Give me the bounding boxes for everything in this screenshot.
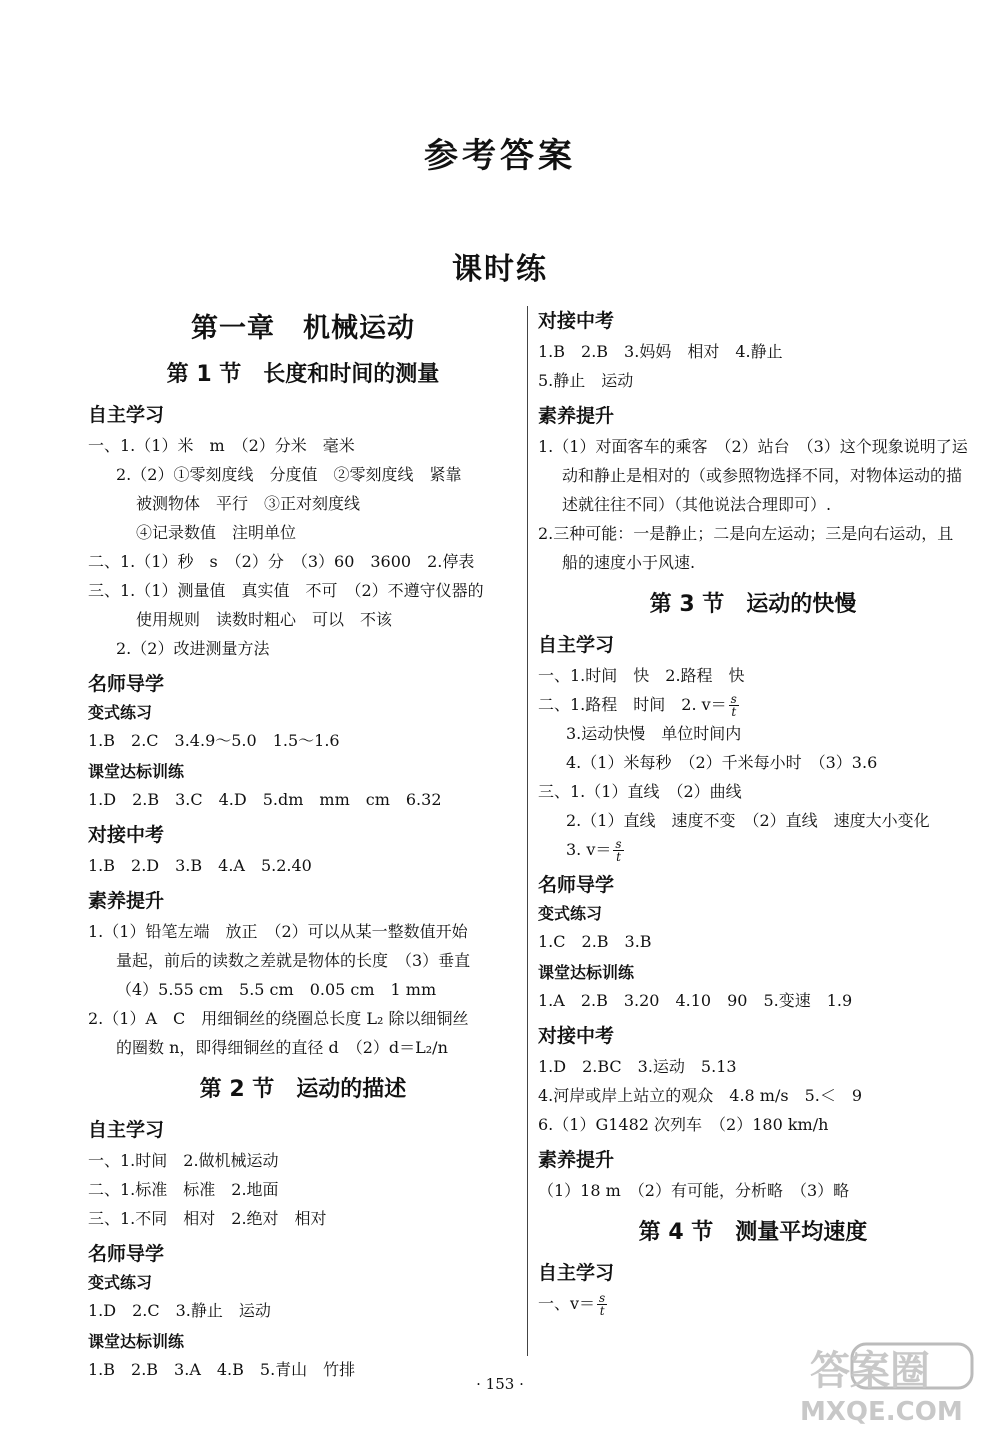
answer-line: 1.D 2.BC 3.运动 5.13 [538,1057,737,1076]
answer-line: 1.C 2.B 3.B [538,932,652,951]
watermark-logo [782,1338,992,1428]
watermark-url: MXQE.COM [800,1397,963,1427]
answer-line: 三、1.（1）测量值 真实值 不可 （2）不遵守仪器的 [88,581,484,600]
answer-line: 二、1.标准 标准 2.地面 [88,1180,279,1199]
heading-duijie-zhongkao: 对接中考 [538,310,615,332]
answer-line: 1.B 2.D 3.B 4.A 5.2.40 [88,856,312,875]
section-3-title: 第 3 节 运动的快慢 [649,592,857,617]
answer-text: 3. v＝ [566,840,612,859]
fraction-denominator: t [731,705,737,719]
answer-line: 二、1.（1）秒 s （2）分 （3）60 3600 2.停表 [88,552,475,571]
answer-line: 2.（2）改进测量方法 [116,639,270,658]
chapter-title: 第一章 机械运动 [191,313,415,344]
heading-ketang-dabiao: 课堂达标训练 [88,762,185,781]
answer-line: ④记录数值 注明单位 [136,523,297,542]
section-title: 课时练 [452,252,548,287]
answer-line: 1.D 2.B 3.C 4.D 5.dm mm cm 6.32 [88,790,442,809]
answer-line: 1.A 2.B 3.20 4.10 90 5.变速 1.9 [538,991,853,1010]
answer-line-with-formula [538,690,968,719]
answer-line: 3.运动快慢 单位时间内 [566,724,742,743]
heading-duijie-zhongkao: 对接中考 [538,1025,615,1047]
page-number: · 153 · [476,1375,524,1393]
heading-bianshi-lianxi: 变式练习 [538,904,603,923]
document-title: 参考答案 [424,136,576,176]
answer-line: 一、1.时间 2.做机械运动 [88,1151,279,1170]
answer-paragraph: 1.（1）对面客车的乘客 （2）站台 （3）这个现象说明了运动和静止是相对的（或参照物选择不同，对物体运动的描述就往往不同）（其他说法合理即可）. [538,437,968,514]
fraction-numerator: s [615,837,622,851]
heading-ketang-dabiao: 课堂达标训练 [88,1332,185,1351]
fraction-s-over-t [597,1292,607,1317]
watermark-text: 答案圈 [810,1348,930,1394]
section-2-title: 第 2 节 运动的描述 [199,1077,407,1102]
answer-line: （4）5.55 cm 5.5 cm 0.05 cm 1 mm [116,980,437,999]
answer-line: （1）18 m （2）有可能，分析略 （3）略 [538,1181,850,1200]
fraction-denominator: t [599,1304,605,1318]
answer-line: 4.河岸或岸上站立的观众 4.8 m/s 5.＜ 9 [538,1086,863,1105]
answer-line: 1.B 2.C 3.4.9～5.0 1.5～1.6 [88,731,340,750]
answer-line: 量起，前后的读数之差就是物体的长度 （3）垂直 [116,951,471,970]
fraction-s-over-t [729,693,739,718]
heading-zizhu-xuexi: 自主学习 [538,634,615,656]
fraction-numerator: s [599,1291,606,1305]
section-1-title: 第 1 节 长度和时间的测量 [166,362,440,387]
answer-line: 一、1.时间 快 2.路程 快 [538,666,745,685]
heading-mingshi-daoxue: 名师导学 [88,1243,165,1265]
answer-line: 1.D 2.C 3.静止 运动 [88,1301,271,1320]
heading-bianshi-lianxi: 变式练习 [88,1273,153,1292]
heading-suyang-tisheng: 素养提升 [88,890,165,912]
heading-suyang-tisheng: 素养提升 [538,405,615,427]
answer-line: 1.（1）铅笔左端 放正 （2）可以从某一整数值开始 [88,922,468,941]
heading-ketang-dabiao: 课堂达标训练 [538,963,635,982]
answer-line: 4.（1）米每秒 （2）千米每小时 （3）3.6 [566,753,878,772]
answer-line: 2.（1）A C 用细铜丝的绕圈总长度 L₂ 除以细铜丝 [88,1009,469,1028]
answer-line: 6.（1）G1482 次列车 （2）180 km/h [538,1115,829,1134]
fraction-denominator: t [616,850,621,864]
answer-text: 二、1.路程 时间 2. v＝ [538,695,727,714]
answer-line-with-formula [538,835,968,864]
column-divider [527,306,528,1356]
heading-zizhu-xuexi: 自主学习 [88,1119,165,1141]
heading-zizhu-xuexi: 自主学习 [88,404,165,426]
answer-line: 三、1.（1）直线 （2）曲线 [538,782,742,801]
fraction-s-over-t [613,838,623,863]
heading-bianshi-lianxi: 变式练习 [88,703,153,722]
answer-line: 2.（1）直线 速度不变 （2）直线 速度大小变化 [566,811,930,830]
answer-line: 2.（2）①零刻度线 分度值 ②零刻度线 紧靠 [116,465,462,484]
left-column [88,300,518,1384]
answer-line-with-formula [538,1289,968,1318]
answer-line: 一、1.（1）米 m （2）分米 毫米 [88,436,355,455]
answer-line: 1.B 2.B 3.妈妈 相对 4.静止 [538,342,783,361]
answer-text: 一、v＝ [538,1294,596,1313]
right-column [538,300,968,1318]
heading-mingshi-daoxue: 名师导学 [538,874,615,896]
answer-line: 被测物体 平行 ③正对刻度线 [136,494,361,513]
heading-zizhu-xuexi: 自主学习 [538,1262,615,1284]
answer-line: 5.静止 运动 [538,371,634,390]
heading-suyang-tisheng: 素养提升 [538,1149,615,1171]
answer-line: 1.B 2.B 3.A 4.B 5.青山 竹排 [88,1360,356,1379]
heading-duijie-zhongkao: 对接中考 [88,824,165,846]
answer-line: 使用规则 读数时粗心 可以 不该 [136,610,393,629]
answer-paragraph: 2.三种可能：一是静止；二是向左运动；三是向右运动，且船的速度小于风速. [538,524,954,572]
section-4-title: 第 4 节 测量平均速度 [638,1220,868,1245]
heading-mingshi-daoxue: 名师导学 [88,673,165,695]
answer-line: 三、1.不同 相对 2.绝对 相对 [88,1209,327,1228]
answer-line: 的圈数 n，即得细铜丝的直径 d （2）d＝L₂/n [116,1038,448,1057]
fraction-numerator: s [730,692,737,706]
